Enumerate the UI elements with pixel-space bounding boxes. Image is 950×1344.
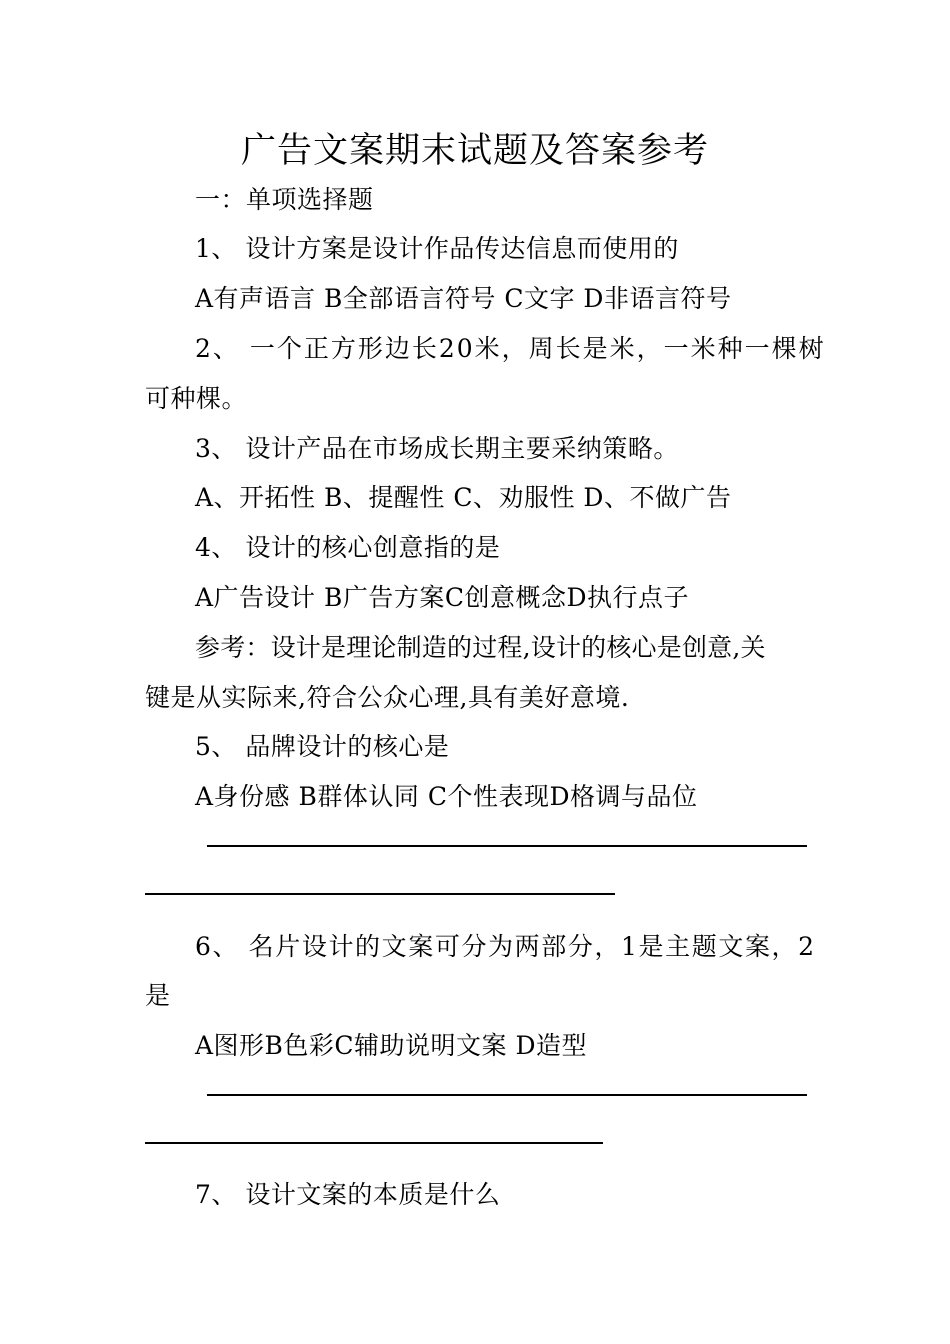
question-2-continued: 可种棵。 bbox=[145, 384, 248, 413]
divider-line bbox=[207, 845, 807, 847]
question-6: 6、 名片设计的文案可分为两部分，1是主题文案，2 bbox=[195, 932, 816, 961]
question-6-options: A图形B色彩C辅助说明文案 D造型 bbox=[195, 1031, 588, 1060]
question-3: 3、 设计产品在市场成长期主要采纳策略。 bbox=[195, 434, 679, 463]
question-7: 7、 设计文案的本质是什么 bbox=[195, 1180, 501, 1209]
question-1-options: A有声语言 B全部语言符号 C文字 D非语言符号 bbox=[195, 284, 732, 313]
reference-note: 参考：设计是理论制造的过程,设计的核心是创意,关 bbox=[195, 633, 766, 662]
reference-note-continued: 键是从实际来,符合公众心理,具有美好意境. bbox=[145, 683, 630, 712]
question-6-continued: 是 bbox=[145, 981, 171, 1010]
question-3-options: A、开拓性 B、提醒性 C、劝服性 D、不做广告 bbox=[195, 483, 732, 512]
question-2: 2、 一个正方形边长20米，周长是米，一米种一棵树 bbox=[195, 334, 826, 363]
question-1: 1、 设计方案是设计作品传达信息而使用的 bbox=[195, 234, 679, 263]
section-heading: 一：单项选择题 bbox=[195, 185, 374, 214]
question-4: 4、 设计的核心创意指的是 bbox=[195, 533, 501, 562]
divider-line bbox=[207, 1094, 807, 1096]
divider-line bbox=[145, 1142, 603, 1144]
divider-line bbox=[145, 893, 615, 895]
question-5: 5、 品牌设计的核心是 bbox=[195, 732, 450, 761]
document-title: 广告文案期末试题及答案参考 bbox=[240, 131, 709, 171]
question-4-options: A广告设计 B广告方案C创意概念D执行点子 bbox=[195, 583, 690, 612]
question-5-options: A身份感 B群体认同 C个性表现D格调与品位 bbox=[195, 782, 698, 811]
